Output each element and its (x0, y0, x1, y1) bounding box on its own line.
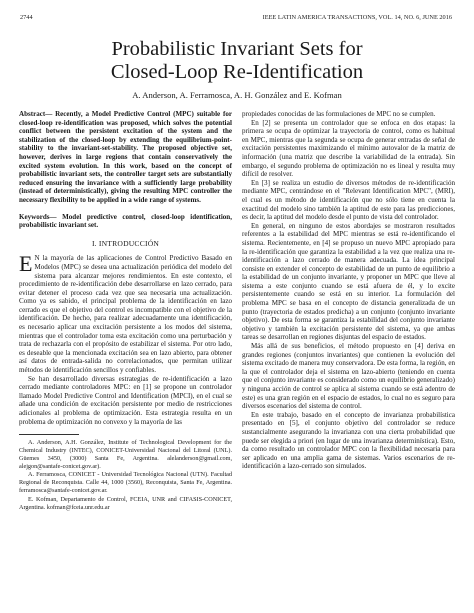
body-paragraph-5: Más allá de sus beneficios, el método propuesto en [4] deriva en grandes regiones (conjuntos invariantes) que contienen la evolución del sistema excitado de manera muy conservadora. De esta forma, la región, en la que el controlador deja el sistema en lazo-abierto (teniendo en cuenta que el conjunto invariante es considerado como un equilibrio generalizado) y ninguna acción de control se aplica al sistema cuando se está adentro de este) es una gran región en el espacio de estados, lo cual no es seguro para diversos escenarios del sistema de control. (242, 342, 455, 411)
abstract (19, 110, 232, 205)
intro-paragraph-1-text: N la mayoría de las aplicaciones de Control Predictivo Basado en Modelos (MPC) se desea una actualización periódica del modelo del sistema para alcanzar mejores rendimientos. En este contexto, el procedimiento de re-identificación debe desarrollarse en lazo cerrado, para evitar detener el proceso cada vez que sea necesaria una actualización. Como ya es sabido, el principal problema de la identificación en lazo cerrado es que el objetivo del control es incompatible con el objetivo de la identificación. De hecho, para realizar adecuadamente una identificación, es necesario aplicar una excitación persistente a los modos del sistema, mientras que el controlador toma esta excitación como una perturbación y trata de rechazarla con el propósito de estabilizar el sistema. Por otro lado, es deseable que la mencionada excitación sea en lazo abierto, para obtener así datos de entrada-salida no correlacionados, que permitan utilizar métodos de identificación sencillos y confiables. (19, 254, 232, 375)
footnote-kofman: E. Kofman, Departamento de Control, FCEIA, UNR and CIFASIS-CONICET, Argentina. kofman@fceia.unr.edu.ar (19, 495, 232, 511)
footnote-anderson-gonzalez: A. Anderson, A.H. González, Institute of Technological Development for the Chemical Industry (INTEC), CONICET-Universidad Nacional del Litoral (UNL). Güemes 3450, (3000) Santa Fe, Argentina. alelanderson@gmail.com, alejgon@santafe-conicet.gov.ar). (19, 439, 232, 470)
body-paragraph-continued: propiedades conocidas de las formulaciones de MPC no se cumplen. (242, 110, 436, 118)
paper-title-line-1: Probabilistic Invariant Sets for (111, 38, 363, 60)
abstract-text: Abstract— Recently, a Model Predictive Control (MPC) suitable for closed-loop re-identification was proposed, which solves the potential conflict between the persistent excitation of the system and the stabilization of the closed-loop by extending the equilibrium-point-stability to the invariant-set-stability. The proposed objective set, however, derives in large regions that contain conservatively the excited system evolution. In this work, based on the concept of probabilistic invariant sets, the controller target sets are substantially reduced ensuring the invariance with a sufficiently large probability (instead of deterministically), giving the resulting MPC controller the necessary flexibility to be applied in a wide range of systems. (19, 110, 232, 204)
left-column (19, 110, 232, 512)
intro-paragraph-2: Se han desarrollado diversas estrategias de re-identificación a lazo cerrado mediante controladores MPC: en [1] se propone un controlador llamado Model Predictive Control and Identification (MPCI), en el cual se añade una condición de excitación persistente por medio de restricciones adicionales al problema de optimización. Esta estrategia resulta en un problema de optimización no convexo y la mayoría de las (19, 374, 232, 426)
author-list: A. Anderson, A. Ferramosca, A. H. González and E. Kofman (132, 90, 342, 100)
keywords-text: Keywords— Model predictive control, closed-loop identification, probabilistic invariant set. (19, 212, 232, 230)
body-paragraph-4: En general, en ninguno de estos abordajes se mostraron resultados referentes a la estabilidad del MPC mientras se está re-identificando el sistema. Recientemente, en [4] se propuso un nuevo MPC apropiado para la re-identificación que garantiza la estabilidad a la vez que realiza una re-identificación a lazo cerrado de manera adecuada. La idea principal consiste en extender el concepto de estabilidad de un punto de equilibrio a la estabilidad de un conjunto invariante, y proponer un MPC que lleve al sistema a este conjunto cuando se está afuera de él, y lo excite persistentemente cuando se está en su interior. La formulación del problema MPC se basa en el concepto de distancia generalizada de un punto (trayectoria de estados predicha) a un conjunto (conjunto invariante objetivo). De esta forma se garantiza la estabilidad del conjunto invariante objetivo y también la excitación persistente del sistema, ya que ambas tareas se desarrollan en regiones disjuntas del espacio de estados. (242, 221, 455, 342)
right-column (242, 110, 455, 471)
footnote-ferramosca: A. Ferramosca, CONICET - Universidad Tecnológica Nacional (UTN). Facultad Regional de Reconquista. Calle 44, 1000 (3560), Reconquista, Santa Fe, Argentina. ferramosca@santafe-conicet.gov.ar. (19, 471, 232, 494)
drop-cap: E (19, 251, 33, 277)
footnote-divider (19, 434, 79, 435)
journal-info: IEEE LATIN AMERICA TRANSACTIONS, VOL. 14, NO. 6, JUNE 2016 (262, 14, 452, 21)
running-header (20, 14, 452, 24)
keywords (19, 213, 232, 230)
section-heading-introduction: I. INTRODUCCIÓN (91, 238, 160, 248)
body-paragraph-2: En [2] se presenta un controlador que se enfoca en dos etapas: la primera se ocupa de optimizar la trayectoria de control, como es habitual en MPC, mientras que la segunda se ocupa de generar entradas de señal de excitación persistentes maximizando el mínimo autovalor de la matriz de información (una matriz que describe la variabilidad de la entrada). Sin embargo, el segundo problema de optimización no es lineal y resulta muy difícil de resolver. (242, 118, 455, 179)
body-paragraph-3: En [3] se realiza un estudio de diversos métodos de re-identificación mediante MPC, centrándose en el "Relevant Identification MPC", (MRI), el cual es un método de identificación que no sólo tiene en cuenta la exactitud del modelo sino también la aptitud de este para las predicciones, es decir, la aptitud del modelo desde el punto de vista del controlador. (242, 178, 455, 222)
page-number: 2744 (20, 14, 33, 21)
intro-paragraph-1 (19, 251, 232, 375)
body-paragraph-6: En este trabajo, basado en el concepto de invarianza probabilística presentado en [5], el conjunto objetivo del controlador se reduce sustancialmente asegurando la invarianza con una cierta probabilidad que puede ser elegida a priori (en lugar de una invarianza determinística). Esto, da como resultado un controlador MPC con la flexibilidad necesaria para ser aplicado en una amplia gama de sistemas. Varios escenarios de re-identificación a lazo-cerrado son simulados. (242, 410, 455, 471)
paper-title-line-2: Closed-Loop Re-Identification (110, 61, 364, 83)
author-footnotes (19, 439, 232, 511)
title-block (0, 38, 474, 100)
